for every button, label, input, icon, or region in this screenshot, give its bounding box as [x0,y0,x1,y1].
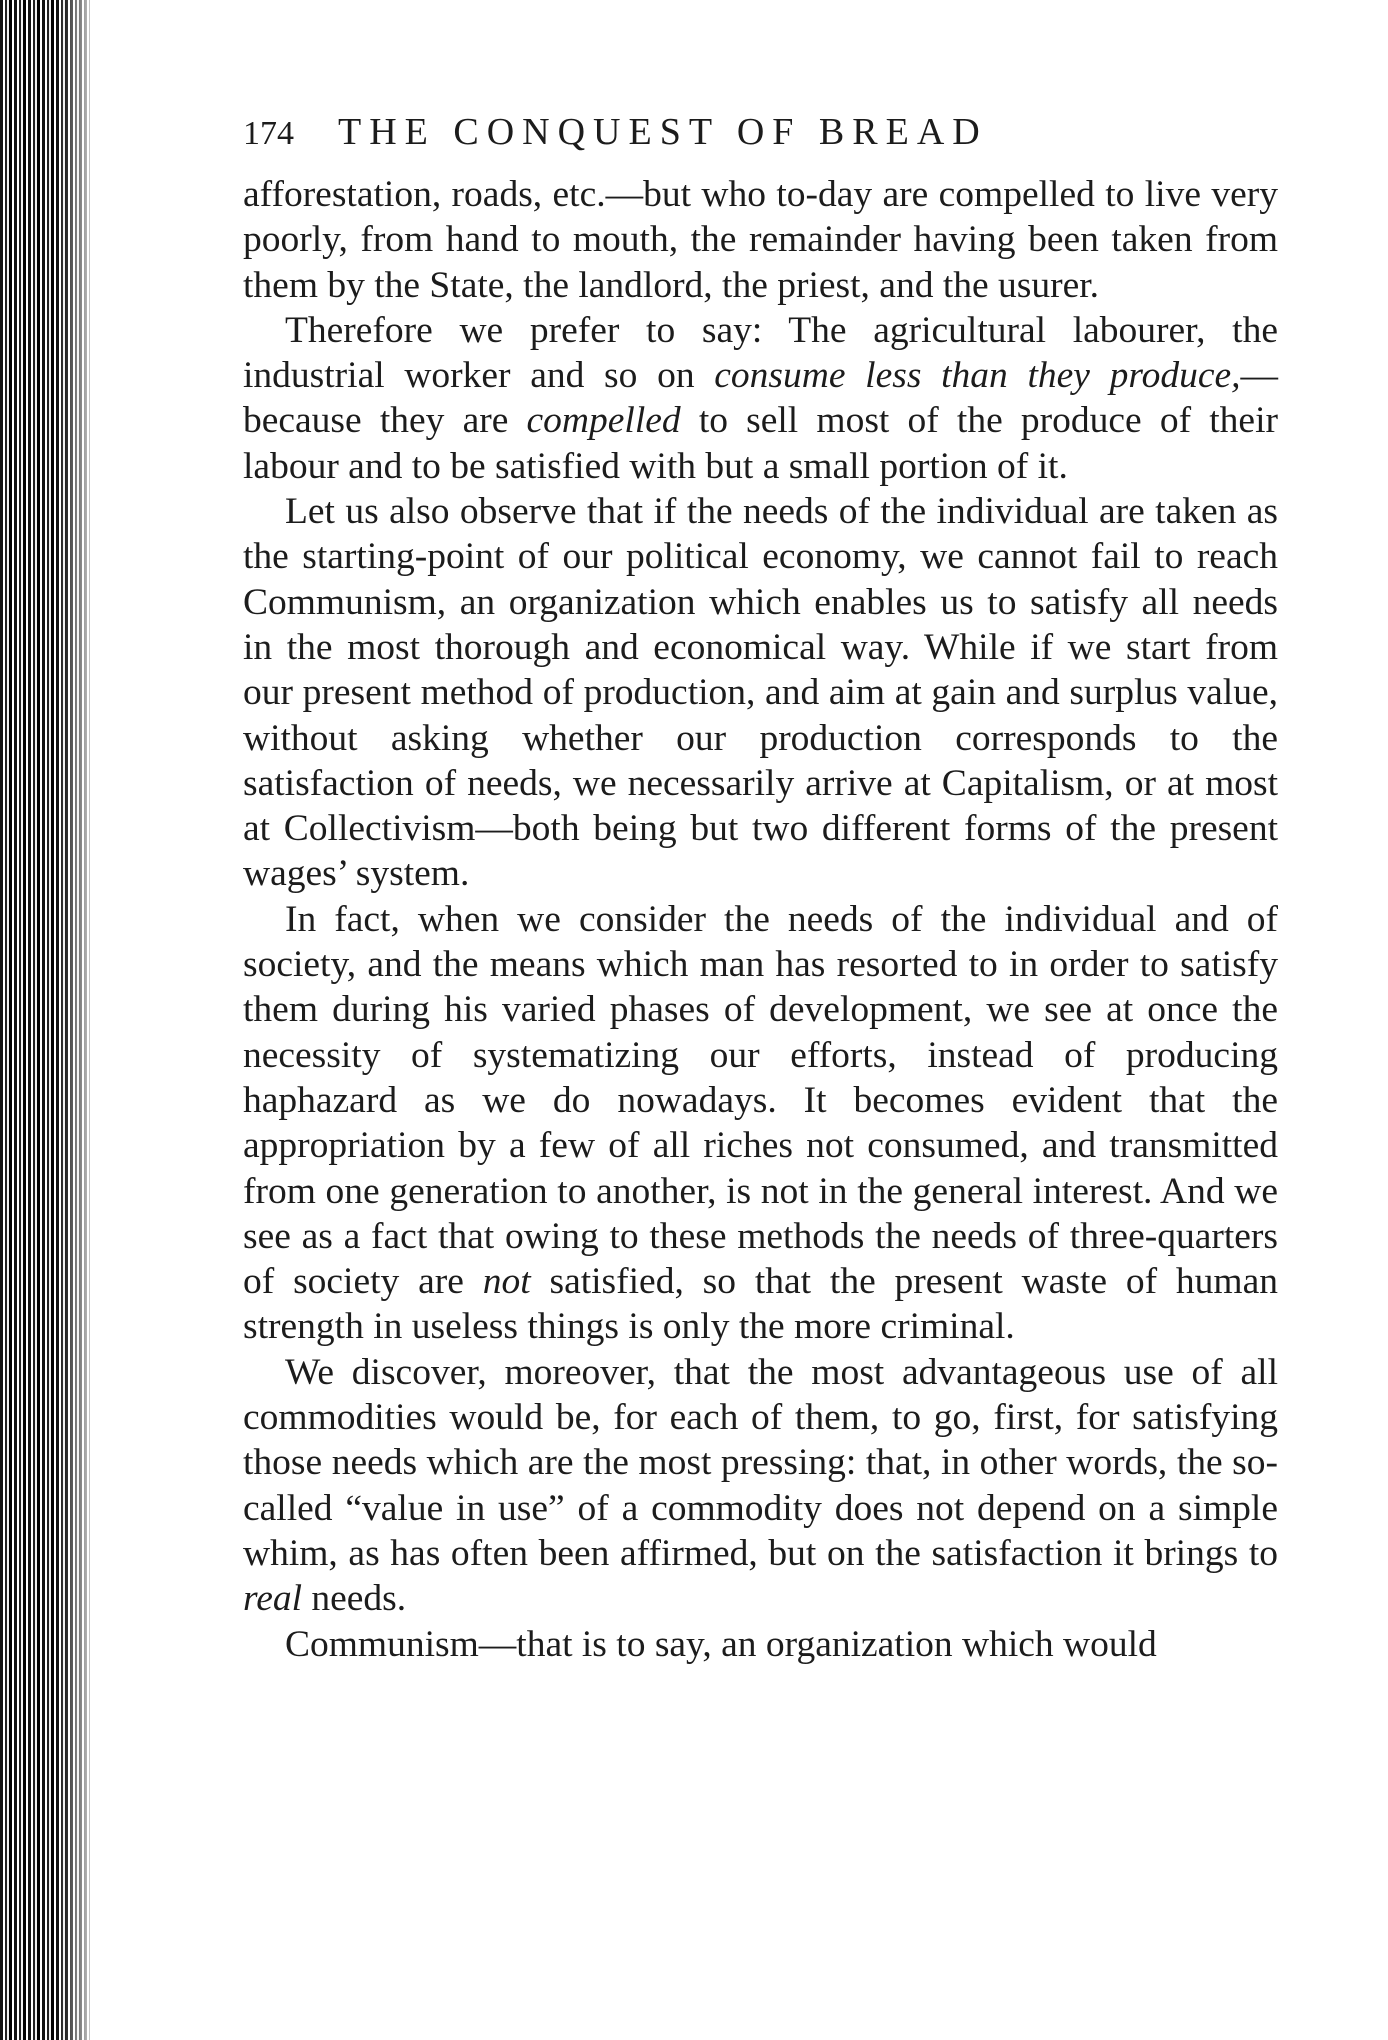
running-title: THE CONQUEST OF BREAD [338,111,988,153]
paragraph-text: We discover, moreover, that the most advantageous use of all commodities would be, for each of them, to go, first, for satisfying those needs which are the most pressing: that, in other words, the so-called “value in use” of a commodity does not depend on a simple whim, as has often been affirmed, but on the satisfaction it brings to [243,1351,1278,1574]
paragraph [243,1622,1278,1667]
book-page [243,110,1278,1667]
paragraph-text: Communism—that is to say, an organization which would [285,1623,1157,1665]
paragraph-text: Let us also observe that if the needs of the individual are taken as the starting-point of our political economy, we cannot fail to reach Communism, an organization which enables us to satisfy all needs in the most thorough and economical way. While if we start from our present method of production, and aim at gain and surplus value, without asking whether our production corresponds to the satisfaction of needs, we necessarily arrive at Capitalism, or at most at Collectivism—both being but two different forms of the present wages’ system. [243,491,1278,895]
paragraph-text: satisfied, so that the present waste of human strength in useless things is only the more criminal. [243,1261,1278,1348]
paragraph [243,489,1278,897]
paragraph-continued [243,172,1278,308]
paragraph [243,897,1278,1350]
binding-shadow [60,0,100,2040]
paragraph-text: In fact, when we consider the needs of the individual and of society, and the means which man has resorted to in order to satisfy them during his varied phases of development, we see at once the necessity of systematizing our efforts, instead of producing haphazard as we do nowadays. It becomes evident that the appropriation by a few of all riches not consumed, and transmitted from one generation to another, is not in the general interest. And we see as a fact that owing to these methods the needs of three-quarters of society are [243,898,1278,1303]
italic-emphasis: compelled [526,400,681,442]
paragraph [243,1350,1278,1622]
paragraph-text: needs. [302,1578,407,1620]
italic-emphasis: not [482,1261,531,1303]
italic-emphasis: consume less than they produce, [714,355,1241,397]
running-header [243,110,1278,172]
paragraph [243,308,1278,489]
paragraph-text: to sell most of the produce of their labour and to be satisfied with but a small portion of it. [243,400,1278,487]
paragraph-text: afforestation, roads, etc.—but who to-day are compelled to live very poorly, from hand to mouth, the remainder having been taken from them by the State, the landlord, the priest, and the usurer. [243,174,1278,306]
paragraph-text: Therefore we prefer to say: The agricultural labourer, the industrial worker and so on [243,309,1278,397]
italic-emphasis: real [243,1578,303,1620]
paragraph-text: —because they are [243,355,1278,442]
page-number: 174 [243,115,294,152]
